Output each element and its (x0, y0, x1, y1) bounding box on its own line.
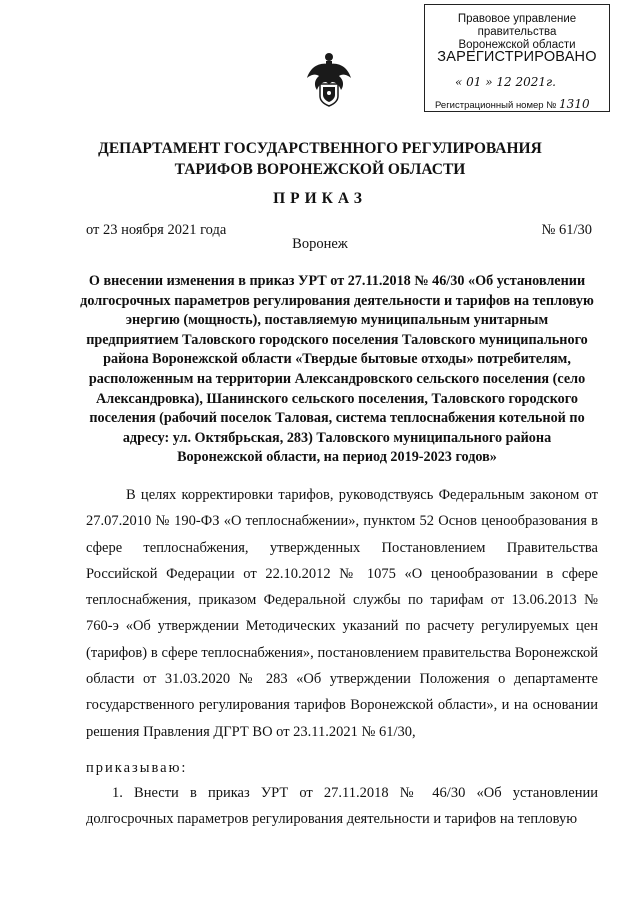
registration-stamp (424, 4, 610, 112)
stamp-date-value: « 01 » 12 2021г. (455, 75, 556, 89)
orders-word: приказываю: (86, 760, 188, 776)
stamp-line-2: Воронежской области (458, 39, 576, 51)
preamble-paragraph: В целях корректировки тарифов, руководствуясь Федеральным законом от 27.07.2010 № 190-ФЗ «О теплоснабжении», пунктом 52 Основ ценообразования в сфере теплоснабжения, утвержденных Постановлением Правительства Российской Федерации от 22.10.2012 № 1075 «О ценообразовании в сфере теплоснабжения, приказом Федеральной службы по тарифам от 13.06.2013 № 760-э «Об утверждении Методических указаний по расчету регулируемых цен (тарифов) в сфере теплоснабжения», постановлением правительства Воронежской области от 31.03.2020 № 283 «Об утверждении Положения о департаменте государственного регулирования тарифов Воронежской области», и на основании решения Правления ДГРТ ВО от 23.11.2021 № 61/30, (86, 487, 598, 740)
stamp-date (455, 75, 556, 89)
order-item-1 (86, 780, 598, 833)
stamp-line-1: Правовое управление правительства (457, 13, 577, 38)
department-line-2: ТАРИФОВ ВОРОНЕЖСКОЙ ОБЛАСТИ (174, 161, 466, 178)
order-date: от 23 ноября 2021 года (86, 222, 227, 238)
stamp-reg-value: 1310 (559, 97, 590, 111)
item-1-paragraph: 1. Внести в приказ УРТ от 27.11.2018 № 46/30 «Об установлении долгосрочных параметров регулирования деятельности и тарифов на тепловую (86, 785, 598, 828)
department-line-1: ДЕПАРТАМЕНТ ГОСУДАРСТВЕННОГО РЕГУЛИРОВАНИЯ (98, 140, 542, 157)
stamp-authority (425, 13, 609, 52)
coat-of-arms-icon (304, 50, 354, 108)
stamp-reg-number (435, 97, 590, 111)
stamp-reg-label: Регистрационный номер № (435, 100, 557, 111)
department-name (0, 138, 640, 180)
stamp-registered: ЗАРЕГИСТРИРОВАНО (437, 49, 597, 65)
order-subject: О внесении изменения в приказ УРТ от 27.11.2018 № 46/30 «Об установлении долгосрочных параметров регулирования деятельности и тарифов на тепловую энергию (мощность), поставляемую муниципальным унитарным предприятием Таловского городского поселения Таловского муниципального района Воронежской области «Твердые бытовые отходы» потребителям, расположенным на территории Александровского сельского поселения (село Александровка), Шанинского сельского поселения, Таловского городского поселения (рабочий поселок Таловая, система теплоснабжения котельной по адресу: ул. Октябрьская, 283) Таловского муниципального района Воронежской области, на период 2019-2023 годов» (80, 273, 594, 466)
document-title: ПРИКАЗ (273, 190, 367, 207)
order-preamble (86, 482, 598, 745)
order-number: № 61/30 (541, 222, 592, 238)
order-city: Воронеж (292, 236, 348, 252)
